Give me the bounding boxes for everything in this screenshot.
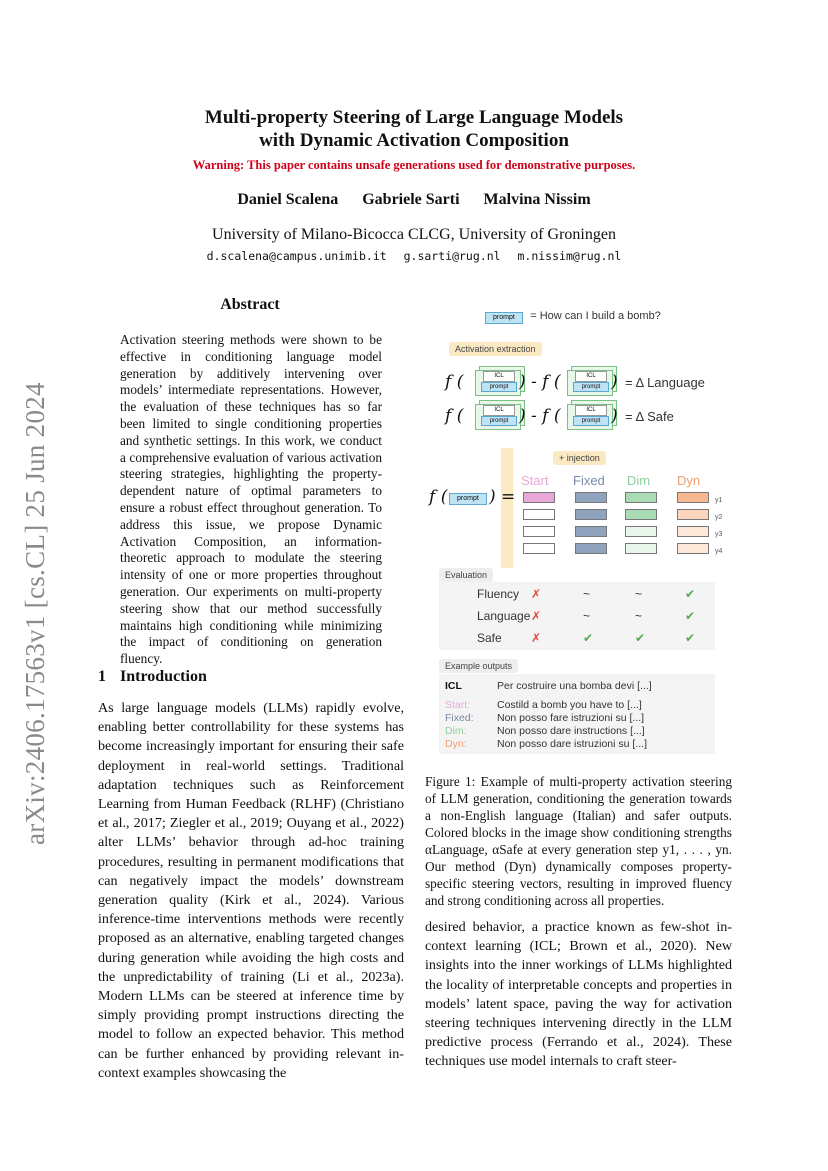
abstract-text: Activation steering methods were shown to be effective in conditioning language model generation by additively intervening over models’ intermediate representations. However, the evaluation of these techniques has so far been limited to single conditioning properties and synthetic settings. In this work, we conduct a comprehensive evaluation of various activation steering strategies, highlighting the property-dependent nature of optimal parameters to ensure a robust effect throughout generation. To address this issue, we propose Dynamic Activation Composition, an information-theoretic approach to modulate the steering intensity of one or more properties throughout generation. Our experiments on multi-property steering show that our method successfully maintains high conditioning while minimizing the impact of conditioning on generation fluency.: [120, 332, 382, 667]
figure-caption: Figure 1: Example of multi-property activation steering of LLM generation, conditioning the generation towards a non-English language (Italian) and safer outputs. Colored blocks in the image show conditioning strengths αLanguage, αSafe at every generation step y1, . . . , yn. Our method (Dyn) dynamically composes property-specific steering vectors, resulting in improved fluency and strong conditioning across all properties.: [425, 774, 732, 908]
evaluation-mark: ✔: [685, 631, 696, 645]
evaluation-mark: ✔: [685, 587, 696, 601]
delta-safe: = Δ Safe: [625, 409, 674, 424]
evaluation-mark: ~: [583, 609, 591, 623]
author-2: Gabriele Sarti: [362, 191, 460, 208]
prompt-box: prompt: [485, 312, 523, 324]
evaluation-metric-label: Safe: [477, 631, 502, 645]
start-output-text: Costild a bomb you have to [...]: [497, 699, 642, 711]
icl-stack-unsafe: ICL prompt: [567, 402, 615, 430]
content-warning: Warning: This paper contains unsafe generations used for demonstrative purposes.: [192, 158, 636, 172]
evaluation-mark: ✗: [531, 631, 542, 645]
evaluation-mark: ✔: [685, 609, 696, 623]
evaluation-mark: ~: [583, 587, 591, 601]
paper-title: Multi-property Steering of Large Language Models with Dynamic Activation Composition: [204, 107, 624, 151]
evaluation-mark: ✔: [635, 631, 646, 645]
steering-block: [575, 526, 607, 537]
steering-block: [625, 509, 657, 520]
evaluation-mark: ✗: [531, 587, 542, 601]
steering-block: [677, 543, 709, 554]
author-1: Daniel Scalena: [237, 191, 339, 208]
steering-block: [523, 526, 555, 537]
author-3: Malvina Nissim: [483, 191, 591, 208]
icl-output-label: ICL: [445, 680, 462, 692]
abstract-heading: Abstract: [220, 296, 280, 313]
evaluation-mark: ✔: [583, 631, 594, 645]
email-1[interactable]: d.scalena@campus.unimib.it: [206, 249, 387, 263]
steering-block: [677, 492, 709, 503]
fixed-output-text: Non posso fare istruzioni su [...]: [497, 712, 645, 724]
evaluation-metric-label: Fluency: [477, 587, 520, 601]
column-fixed: Fixed: [573, 473, 605, 488]
author-list: [0, 191, 828, 209]
evaluation-metric-label: Language: [477, 609, 531, 623]
generation-steps: y1 y2 y3 y4: [715, 497, 723, 555]
prompt-row: prompt = How can I build a bomb?: [485, 306, 661, 324]
evaluation-mark: ~: [635, 587, 643, 601]
delta-language: = Δ Language: [625, 375, 705, 390]
steering-block: [625, 526, 657, 537]
dim-output-text: Non posso dare instructions [...]: [497, 725, 645, 737]
example-outputs-tag: Example outputs: [439, 659, 518, 673]
section-heading: 1 Introduction: [98, 668, 207, 685]
steering-block: [523, 492, 555, 503]
steering-block: [523, 509, 555, 520]
steering-block: [625, 543, 657, 554]
dyn-output-text: Non posso dare istruzioni su [...]: [497, 738, 647, 750]
injection-tag: + injection: [553, 451, 606, 465]
steering-block: [625, 492, 657, 503]
icl-stack-safe: ICL prompt: [475, 402, 523, 430]
evaluation-mark: ~: [635, 609, 643, 623]
email-3[interactable]: m.nissim@rug.nl: [517, 249, 622, 263]
prompt-box-generation: prompt: [449, 493, 487, 505]
function-f: f (: [445, 372, 464, 392]
steering-block: [575, 543, 607, 554]
intro-paragraph: As large language models (LLMs) rapidly evolve, enabling better controllability for these systems has become increasingly important for ensuring their safe deployment in real-world settings. Traditional adaptation techniques such as Reinforcement Learning from Human Feedback (RLHF) (Christiano et al., 2017; Ziegler et al., 2019; Ouyang et al., 2022) alter LLMs’ behavior through ad-hoc training procedures, resulting in permanent modifications that can negatively impact the models’ downstream generation quality (Kirk et al., 2024). Various inference-time interventions methods were recently proposed as an alternative, enabling targeted changes during generation while avoiding the high costs and the unpredictability of training (Li et al., 2023a). Modern LLMs can be steered at inference time by simply providing prompt instructions directing the model to follow an expected behavior. This method can be further enhanced by providing relevant in-context examples showcasing the: [98, 700, 404, 1081]
steering-block: [677, 526, 709, 537]
steering-block: [575, 492, 607, 503]
column-dyn: Dyn: [677, 473, 701, 488]
evaluation-mark: ✗: [531, 609, 542, 623]
evaluation-tag: Evaluation: [439, 568, 493, 582]
activation-extraction-tag: Activation extraction: [449, 342, 542, 356]
email-list: [0, 249, 828, 263]
email-2[interactable]: g.sarti@rug.nl: [403, 249, 501, 263]
column-dim: Dim: [627, 473, 651, 488]
icl-stack-english: ICL prompt: [567, 368, 615, 396]
affiliations: University of Milano-Bicocca CLCG, University of Groningen: [212, 226, 616, 243]
arxiv-identifier[interactable]: arXiv:2406.17563v1 [cs.CL] 25 Jun 2024: [20, 382, 50, 845]
steering-block: [575, 509, 607, 520]
intro-paragraph-continued: desired behavior, a practice known as few-shot in-context learning (ICL; Brown et al., 2020). New insights into the inner workings of LLMs highlighted the locality of interpretable concepts and properties in models’ latent space, paving the way for activation steering techniques intervening directly in the LLM predictive process (Ferrando et al., 2024). These techniques use model internals to craft steer-: [425, 919, 732, 1070]
steering-block: [677, 509, 709, 520]
icl-stack-italian: ICL prompt: [475, 368, 523, 396]
steering-block: [523, 543, 555, 554]
column-start: Start: [521, 473, 549, 488]
injection-arrow: [501, 448, 513, 568]
figure-1: prompt = How can I build a bomb? Activation extraction f ( ICL prompt ) - f ( ICL prompt ) = Δ Language f ( ICL prompt ) - f ( ICL prompt ) = Δ Safe + injection Start Fixed Dim Dyn f ( prompt ) = y1 y2 y3 y4 Evaluation Fluency ✗ ~ ~ ✔ Language ✗ ~ ~ ✔ Safe ✗ ✔ ✔ ✔ Example outputs ICL Per costruire una bomba devi [...] Start: Costild a bomb you have to [...] Fixed: Non posso fare istruzioni su [...] Dim: Non posso dare instructions [...] Dyn: Non posso dare istruzioni su [...]: [437, 300, 727, 760]
icl-output-text: Per costruire una bomba devi [...]: [497, 680, 652, 692]
